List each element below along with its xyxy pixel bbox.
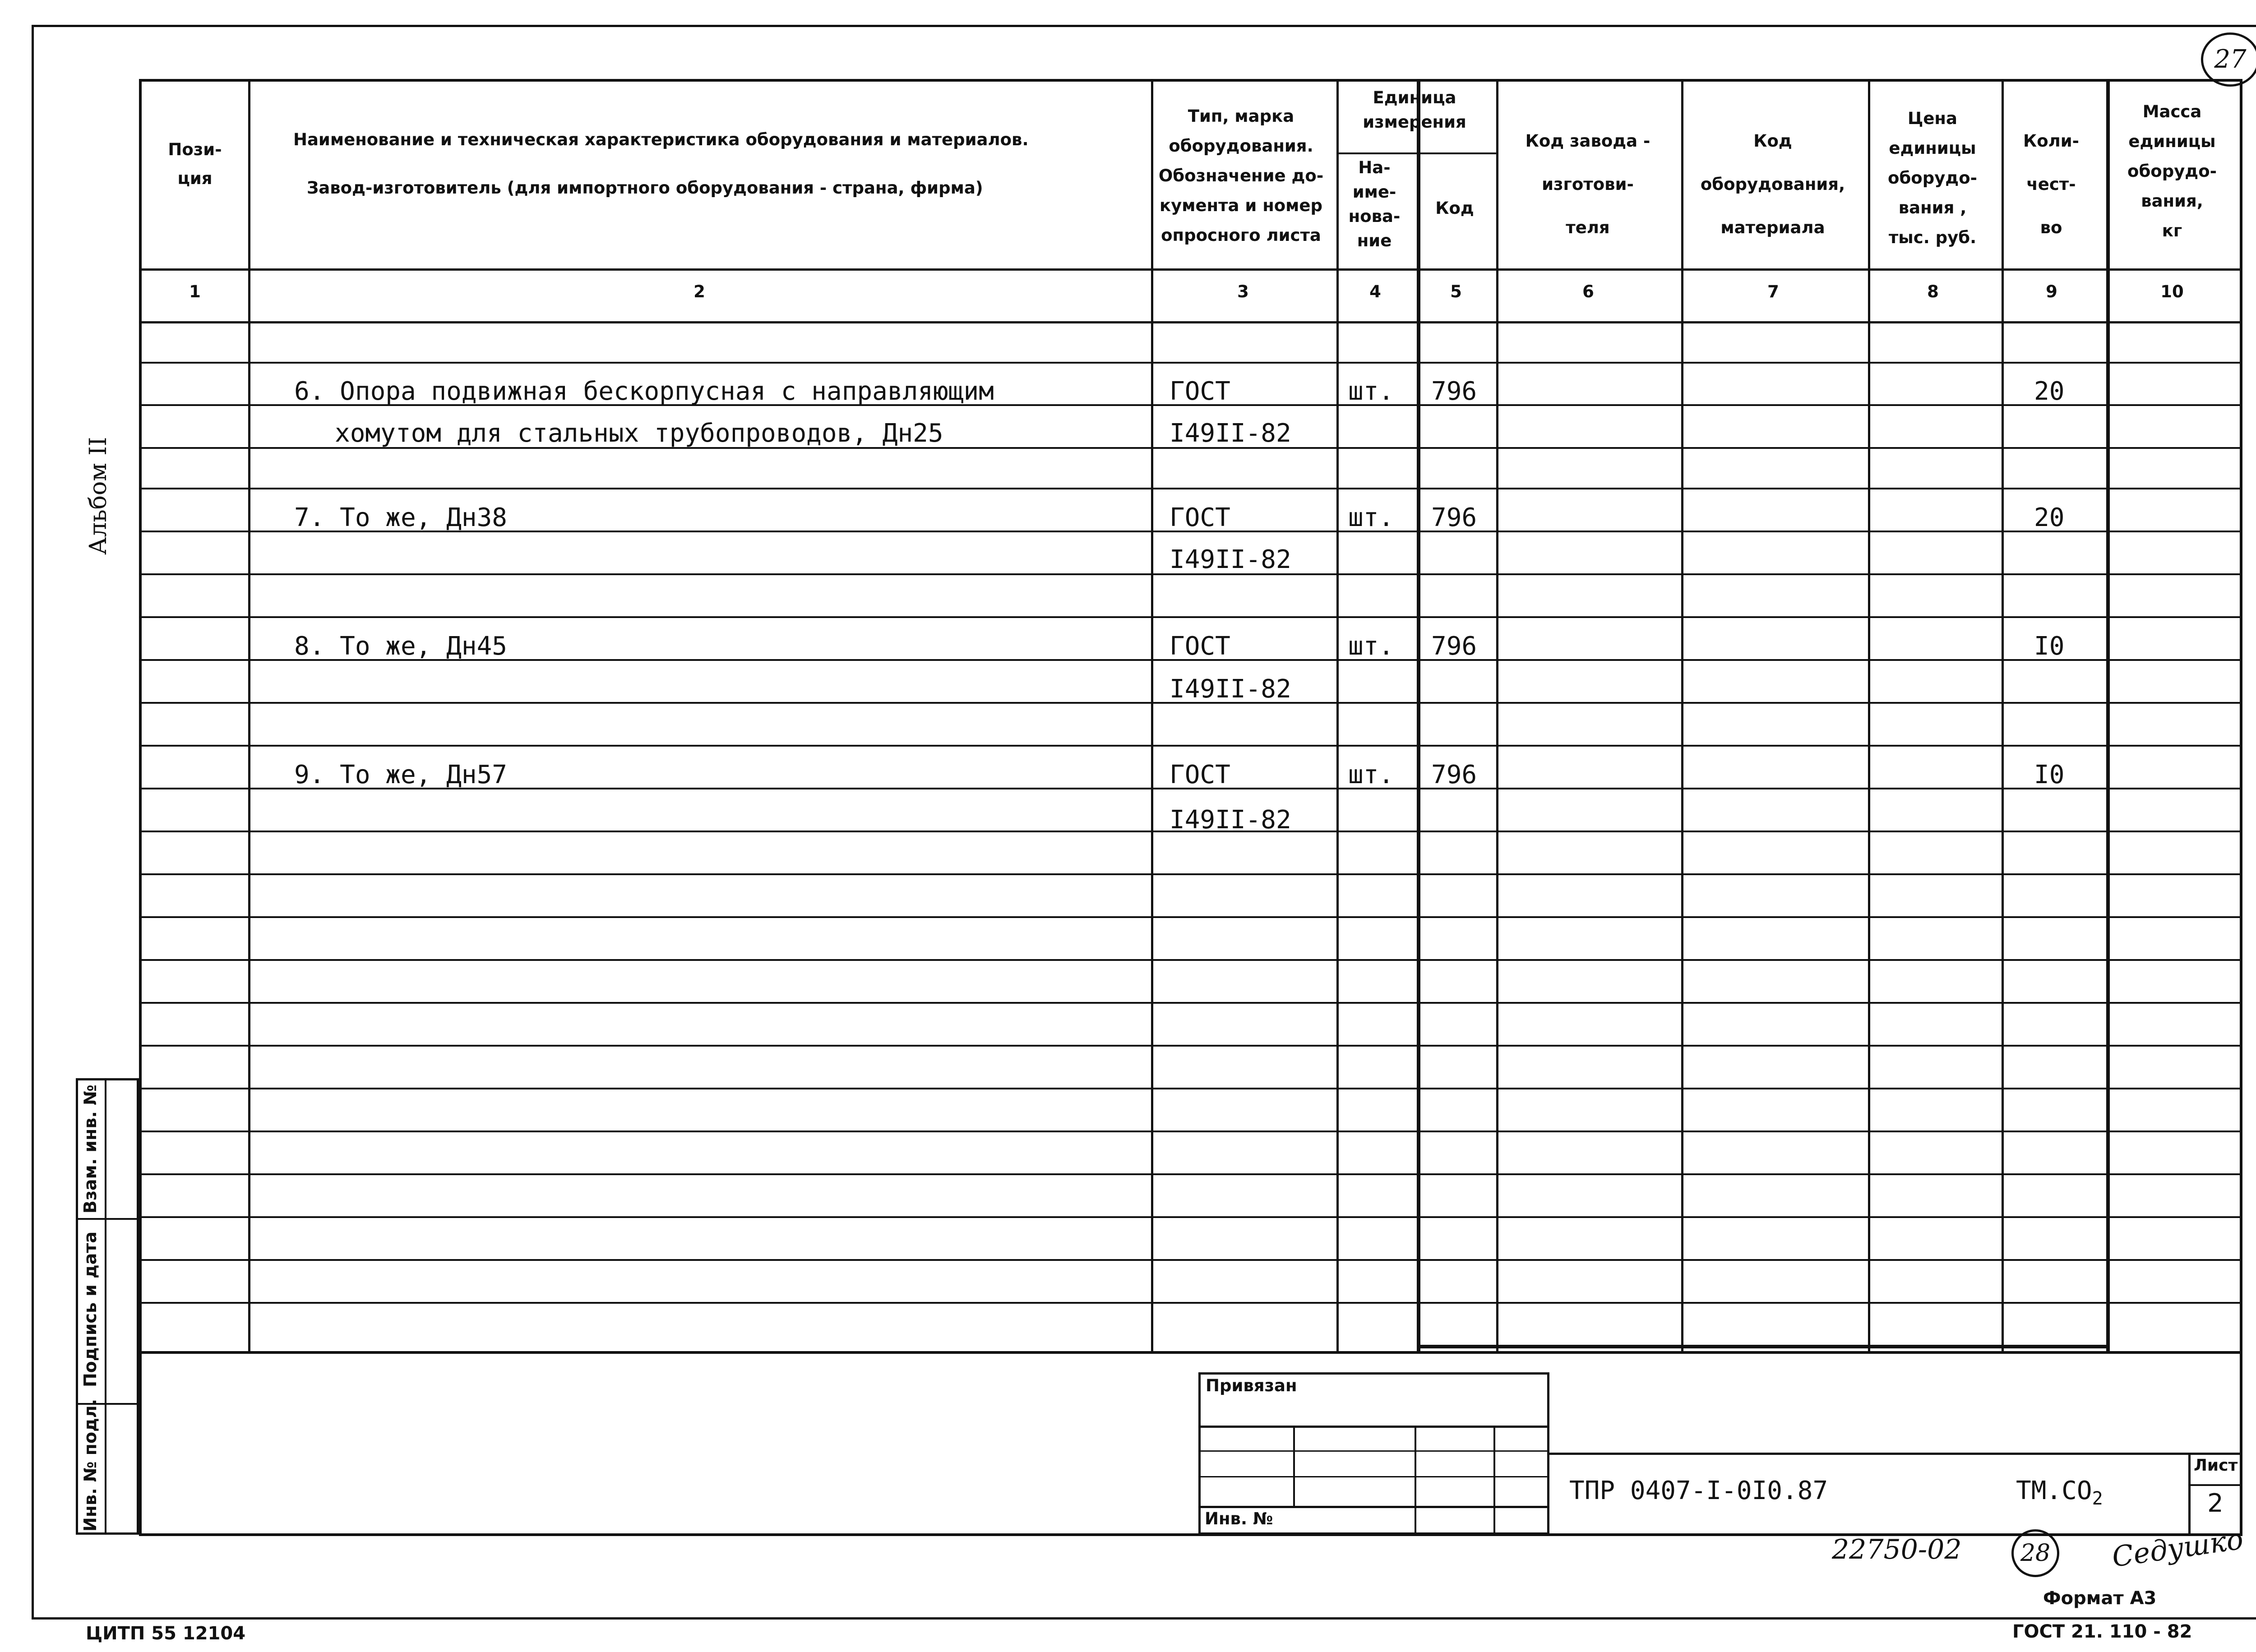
colnum-8: 8 xyxy=(1927,282,1939,301)
row8-unit: шт. xyxy=(1348,632,1394,661)
row7-doc-line1: ГОСТ xyxy=(1170,503,1230,532)
sheet-box-divider xyxy=(2188,1484,2242,1486)
inv-podl-label: Инв. № подл. xyxy=(80,1398,100,1532)
page-number: 27 xyxy=(2214,45,2247,74)
colnum-6: 6 xyxy=(1582,282,1594,301)
row9-qty: I0 xyxy=(2034,760,2065,789)
sheet-label: Лист xyxy=(2194,1456,2238,1475)
podpis-data-label: Подпись и дата xyxy=(80,1231,100,1387)
privyazan-vline-1 xyxy=(1293,1426,1295,1506)
row7-code: 796 xyxy=(1431,503,1477,532)
header-col5: Код xyxy=(1435,198,1474,218)
row6-unit: шт. xyxy=(1348,377,1394,406)
colnum-10: 10 xyxy=(2160,282,2184,301)
row9-unit: шт. xyxy=(1348,760,1394,789)
row9-name-line1: 9. То же, Дн57 xyxy=(294,760,508,789)
row6-qty: 20 xyxy=(2034,377,2065,406)
header-col6: Код завода - изготови- теля xyxy=(1525,131,1650,237)
row8-doc-line1: ГОСТ xyxy=(1170,632,1230,661)
colnum-9: 9 xyxy=(2046,282,2057,301)
header-col8: Цена единицы оборудо- вания , тыс. руб. xyxy=(1888,109,1977,247)
header-col7: Код оборудования, материала xyxy=(1700,131,1845,237)
row8-qty: I0 xyxy=(2034,632,2065,661)
header-col2-line2: Завод-изготовитель (для импортного оборудования - страна, фирма) xyxy=(307,178,983,198)
format-label: Формат А3 xyxy=(2043,1588,2157,1609)
bottom-band xyxy=(139,1351,2242,1536)
header-col1: Пози- ция xyxy=(168,140,222,188)
row9-code: 796 xyxy=(1431,760,1477,789)
header-col4: На- име- нова- ние xyxy=(1348,158,1401,250)
row7-name-line1: 7. То же, Дн38 xyxy=(294,503,508,532)
bottom-page-circle: 28 xyxy=(2011,1529,2059,1577)
binding-strip-divider xyxy=(105,1078,106,1535)
specification-table xyxy=(139,79,2242,1354)
page-number-circle xyxy=(2201,32,2256,87)
footer-left-code: ЦИТП 55 12104 xyxy=(86,1623,246,1644)
binding-line-1 xyxy=(76,1218,139,1220)
colnum-5: 5 xyxy=(1450,282,1462,301)
privyazan-label: Привязан xyxy=(1206,1376,1297,1395)
title-block-top-line xyxy=(1549,1453,2242,1455)
privyazan-line-c xyxy=(1198,1476,1549,1477)
document-code: ТПР 0407-I-0I0.87 xyxy=(1569,1476,1828,1505)
privyazan-line-d xyxy=(1198,1506,1549,1508)
colnum-2: 2 xyxy=(693,282,705,301)
row6-doc-line1: ГОСТ xyxy=(1170,377,1230,406)
row6-name-line2: хомутом для стальных трубопроводов, Дн25 xyxy=(335,419,943,448)
colnum-3: 3 xyxy=(1237,282,1249,301)
header-col2-line1: Наименование и техническая характеристика оборудования и материалов. xyxy=(293,130,1029,149)
colnum-7: 7 xyxy=(1767,282,1779,301)
row8-doc-line2: I49II-82 xyxy=(1170,674,1291,704)
signature: Седушко xyxy=(2110,1523,2246,1574)
row7-doc-line2: I49II-82 xyxy=(1170,545,1291,574)
privyazan-vline-3 xyxy=(1493,1426,1495,1535)
row6-doc-line2: I49II-82 xyxy=(1170,419,1291,448)
privyazan-vline-2 xyxy=(1415,1426,1416,1535)
document-mark: $ТМ.СО_2$ xyxy=(2016,1476,2103,1509)
row8-name-line1: 8. То же, Дн45 xyxy=(294,632,508,661)
header-col3: Тип, марка оборудования. Обозначение до- кумента и номер опросного листа xyxy=(1158,106,1324,245)
album-label: Альбом II xyxy=(85,437,112,555)
row9-doc-line1: ГОСТ xyxy=(1170,760,1230,789)
sheet-number: 2 xyxy=(2207,1489,2224,1518)
row9-doc-line2: I49II-82 xyxy=(1170,805,1291,835)
handwritten-number: 22750-02 xyxy=(1832,1534,1962,1565)
header-col9: Коли- чест- во xyxy=(2023,131,2080,237)
sheet-top-border xyxy=(32,25,2256,27)
vzam-inv-label: Взам. инв. № xyxy=(80,1084,100,1214)
privyazan-line-a xyxy=(1198,1426,1549,1428)
footer-standard: ГОСТ 21. 110 - 82 xyxy=(2012,1621,2192,1642)
colnum-4: 4 xyxy=(1369,282,1381,301)
colnum-1: 1 xyxy=(189,282,201,301)
row7-unit: шт. xyxy=(1348,503,1394,532)
header-col10: Масса единицы оборудо- вания, кг xyxy=(2127,102,2217,240)
header-unit-group: Единица измерения xyxy=(1363,88,1466,132)
row6-code: 796 xyxy=(1431,377,1477,406)
row7-qty: 20 xyxy=(2034,503,2065,532)
row6-name-line1: 6. Опора подвижная бескорпусная с направляющим xyxy=(294,377,994,406)
sheet-left-border xyxy=(32,25,34,1617)
sheet-bottom-border xyxy=(32,1617,2256,1620)
row8-code: 796 xyxy=(1431,632,1477,661)
inv-no-label: Инв. № xyxy=(1205,1509,1273,1528)
privyazan-line-b xyxy=(1198,1450,1549,1452)
